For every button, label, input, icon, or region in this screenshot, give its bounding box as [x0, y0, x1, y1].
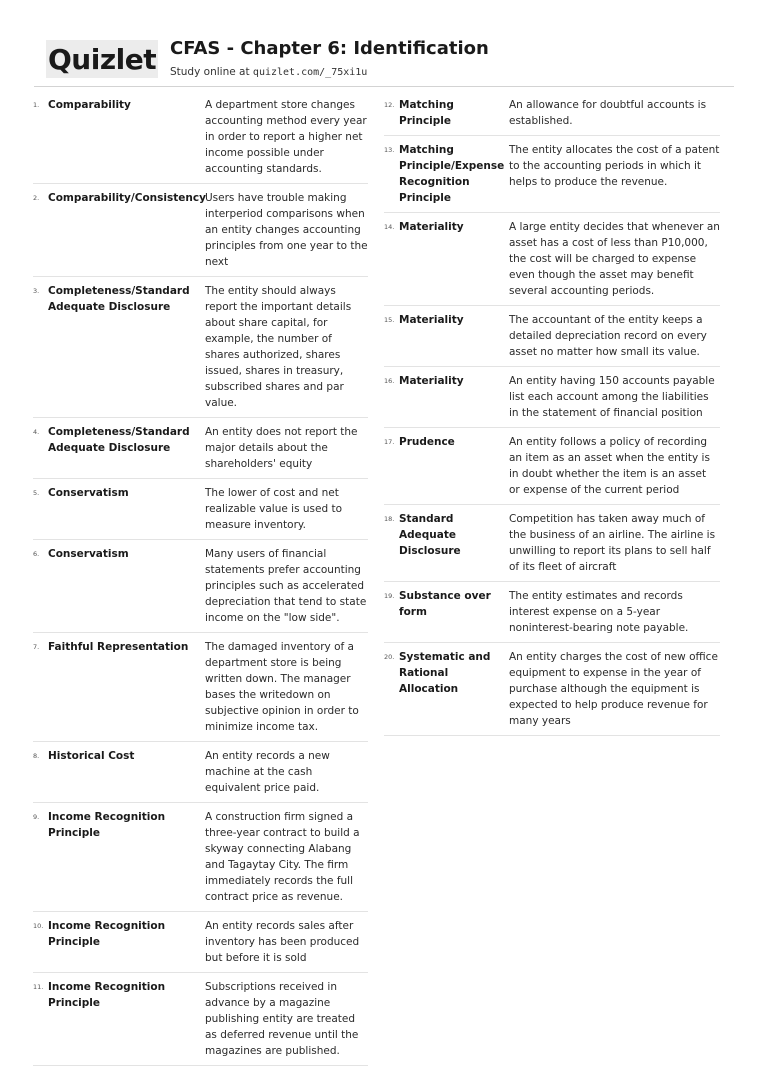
- flashcard-row: [33, 747, 368, 803]
- item-number: 9.: [33, 813, 40, 821]
- item-term: Faithful Representation: [48, 641, 189, 653]
- item-number: 13.: [384, 146, 395, 154]
- flashcard-row: [384, 96, 720, 136]
- item-term: Systematic and Rational Allocation: [399, 651, 491, 695]
- item-definition: A construction firm signed a three-year contract to build a skyway connecting Alabang and Tagaytay City. The firm immediately records the full contract price as revenue.: [205, 811, 360, 903]
- flashcard-row: [384, 141, 720, 213]
- item-number: 8.: [33, 752, 40, 760]
- item-term: Conservatism: [48, 487, 129, 499]
- flashcard-row: [384, 218, 720, 306]
- item-number: 12.: [384, 101, 395, 109]
- item-number: 14.: [384, 223, 395, 231]
- item-number: 5.: [33, 489, 40, 497]
- item-definition: An entity records sales after inventory has been produced but before it is sold: [205, 920, 360, 964]
- flashcard-row: [384, 372, 720, 428]
- item-term: Comparability/Consistency: [48, 192, 206, 204]
- item-term: Prudence: [399, 436, 455, 448]
- quizlet-logo[interactable]: Quizlet: [46, 40, 158, 78]
- item-number: 7.: [33, 643, 40, 651]
- item-number: 10.: [33, 922, 44, 930]
- page-title: CFAS - Chapter 6: Identification: [170, 38, 489, 59]
- flashcard-row: [33, 282, 368, 418]
- item-definition: The entity estimates and records interest expense on a 5-year noninterest-bearing note payable.: [509, 590, 689, 634]
- flashcard-row: [384, 587, 720, 643]
- item-definition: The lower of cost and net realizable value is used to measure inventory.: [205, 487, 343, 531]
- item-term: Historical Cost: [48, 750, 135, 762]
- item-number: 1.: [33, 101, 40, 109]
- item-definition: Competition has taken away much of the business of an airline. The airline is unwilling to report its plans to sell half of its fleet of aircraft: [509, 513, 716, 573]
- item-term: Substance over form: [399, 590, 491, 618]
- item-number: 19.: [384, 592, 395, 600]
- page-header: [0, 0, 768, 86]
- item-number: 3.: [33, 287, 40, 295]
- flashcard-row: [33, 423, 368, 479]
- flashcard-row: [33, 978, 368, 1066]
- study-prefix: Study online at: [170, 66, 253, 78]
- flashcard-row: [384, 311, 720, 367]
- item-number: 4.: [33, 428, 40, 436]
- item-term: Conservatism: [48, 548, 129, 560]
- item-number: 6.: [33, 550, 40, 558]
- item-number: 17.: [384, 438, 395, 446]
- item-number: 2.: [33, 194, 40, 202]
- item-term: Income Recognition Principle: [48, 811, 166, 839]
- item-definition: A large entity decides that whenever an asset has a cost of less than P10,000, the cost will be charged to expense even though the asset may benefit several accounting periods.: [509, 221, 720, 297]
- flashcard-row: [33, 917, 368, 973]
- item-definition: Subscriptions received in advance by a magazine publishing entity are treated as deferred revenue until the magazines are published.: [205, 981, 359, 1057]
- item-definition: The entity allocates the cost of a patent to the accounting periods in which it helps to produce the revenue.: [509, 144, 720, 188]
- flashcard-row: [33, 808, 368, 912]
- item-number: 20.: [384, 653, 395, 661]
- flashcard-row: [384, 510, 720, 582]
- study-url-link[interactable]: quizlet.com/_75xi1u: [252, 67, 368, 78]
- item-definition: A department store changes accounting method every year in order to report a higher net income possible under accounting standards.: [205, 99, 367, 175]
- item-term: Materiality: [399, 221, 464, 233]
- left-column: [33, 96, 368, 1071]
- item-number: 16.: [384, 377, 395, 385]
- item-number: 15.: [384, 316, 395, 324]
- item-definition: The accountant of the entity keeps a detailed depreciation record on every asset no matter how small its value.: [509, 314, 707, 358]
- flashcard-row: [384, 433, 720, 505]
- item-term: Income Recognition Principle: [48, 920, 166, 948]
- right-column: [384, 96, 720, 741]
- item-number: 18.: [384, 515, 395, 523]
- item-number: 11.: [33, 983, 44, 991]
- item-definition: An entity follows a policy of recording an item as an asset when the entity is in doubt whether the item is an asset or expense of the current period: [509, 436, 710, 496]
- item-definition: An entity having 150 accounts payable list each account among the liabilities in the statement of financial position: [509, 375, 715, 419]
- flashcard-row: [33, 189, 368, 277]
- item-term: Comparability: [48, 99, 131, 111]
- item-term: Materiality: [399, 375, 464, 387]
- flashcard-row: [33, 484, 368, 540]
- item-term: Materiality: [399, 314, 464, 326]
- item-definition: The damaged inventory of a department store is being written down. The manager bases the writedown on subjective opinion in order to minimize income tax.: [205, 641, 359, 733]
- item-definition: The entity should always report the important details about share capital, for example, the number of shares authorized, shares issued, shares in treasury, subscribed shares and par value.: [205, 285, 352, 409]
- header-divider: [34, 86, 734, 87]
- item-definition: An entity records a new machine at the cash equivalent price paid.: [205, 750, 330, 794]
- flashcard-row: [384, 648, 720, 736]
- item-term: Matching Principle: [399, 99, 454, 127]
- item-definition: Users have trouble making interperiod comparisons when an entity changes accounting principles from one year to the next: [205, 192, 368, 268]
- study-online-line: [170, 66, 367, 78]
- flashcard-row: [33, 96, 368, 184]
- item-definition: An allowance for doubtful accounts is established.: [509, 99, 707, 127]
- flashcard-row: [33, 638, 368, 742]
- item-definition: An entity does not report the major details about the shareholders' equity: [205, 426, 358, 470]
- item-definition: Many users of financial statements prefer accounting principles such as accelerated depreciation that tend to state income on the "low side".: [205, 548, 367, 624]
- item-term: Income Recognition Principle: [48, 981, 166, 1009]
- flashcard-row: [33, 545, 368, 633]
- item-term: Completeness/Standard Adequate Disclosure: [48, 426, 190, 454]
- item-term: Matching Principle/Expense Recognition Principle: [399, 144, 505, 204]
- item-definition: An entity charges the cost of new office equipment to expense in the year of purchase although the equipment is expected to help produce revenue for many years: [509, 651, 718, 727]
- item-term: Standard Adequate Disclosure: [399, 513, 461, 557]
- item-term: Completeness/Standard Adequate Disclosure: [48, 285, 190, 313]
